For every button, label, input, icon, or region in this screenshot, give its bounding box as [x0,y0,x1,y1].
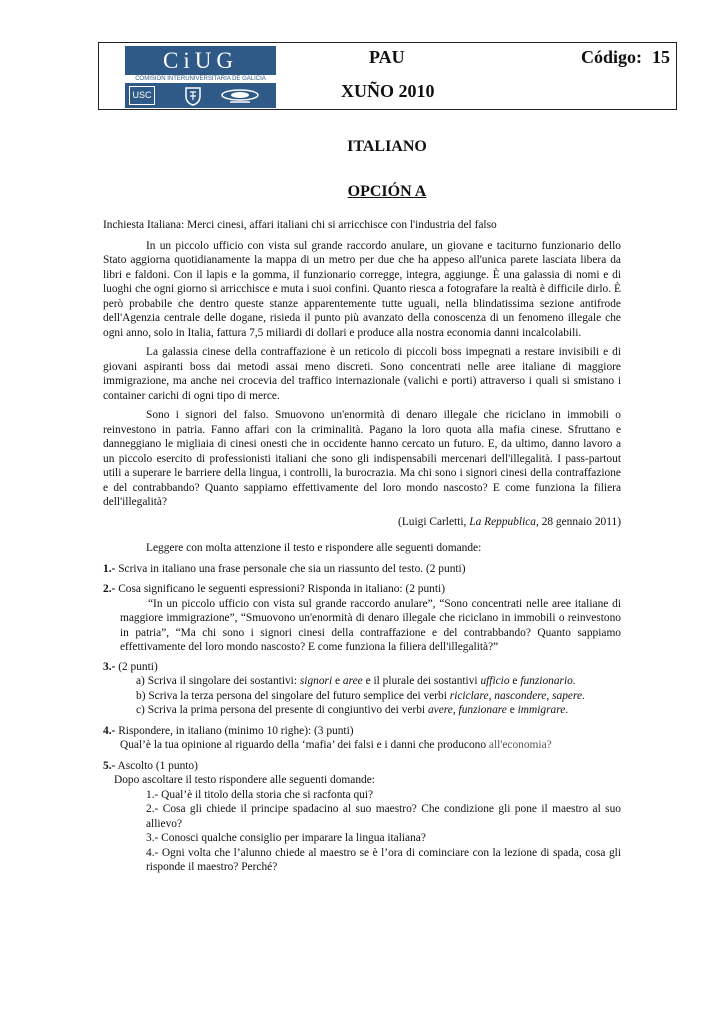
question-2-expressions: “In un piccolo ufficio con vista sul grande raccordo anulare”, “Sono concentrati nelle aree italiane di maggiore immigrazione”, “Smuovono un'enormità di denaro illegale che riciclano in immobili o reinvestono in patria”, “Ma chi sono i signori cinesi della contraffazione e del contrabbando? Quanto sappiamo effettivamente del loro mondo nascosto? E come funziona la filiera dell'illegalità?” [120,597,621,653]
code-label: Código: [580,47,642,67]
exam-content [103,218,621,875]
logo-subtitle: COMISIÓN INTERUNIVERSITARIA DE GALICIA [125,75,276,83]
article-title: Inchiesta Italiana: Merci cinesi, affari italiani chi si arricchisce con l'industria del falso [103,219,497,231]
question-5-item: 3.- Conosci qualche consiglio per imparare la lingua italiana? [146,832,426,844]
question-2: 2.- Cosa significano le seguenti espressioni? Risponda in italiano: (2 punti) [103,583,445,595]
question-5-item: 4.- Ogni volta che l’alunno chiede al maestro se è l’ora di cominciare con la lezione di spada, cosa gli risponde il maestro? Perché? [146,846,621,873]
udc-shield-icon [183,86,203,106]
subject-title: ITALIANO [347,138,427,155]
question-5-item: 1.- Qual’è il titolo della storia che si racfonta qui? [146,788,374,801]
question-3c: c) Scriva la prima persona del presente di congiuntivo dei verbi avere, funzionare e immigrare. [136,704,569,716]
exam-code [581,47,670,68]
question-1: 1.- Scriva in italiano una frase personale che sia un riassunto del testo. (2 punti) [103,562,466,575]
logo-title: CiUG [163,48,238,73]
question-5-item: 2.- Cosa gli chiede il principe spadacino al suo maestro? Che condizione gli pone il maestro al suo allievo? [146,803,621,830]
question-3b: b) Scriva la terza persona del singolare del futuro semplice dei verbi riciclare, nascondere, sapere. [136,689,585,702]
article-paragraph-1: In un piccolo ufficio con vista sul grande raccordo anulare, un giovane e taciturno funzionario dello Stato aggiorna quotidianamente la mappa di un metro per due che ha appeso all'unica parete lasciata libera da libri e faldoni. Con il lapis e la gomma, il funzionario corregge, integra, aggiunge. È una galassia di nomi e di luoghi che ogni giorno si arricchisce e muta i suoi confini. Quanto riesca a fotografare la realtà è difficile dirlo. È però probabile che dentro queste stanze apparentemente tutte uguali, nella blindatissima sezione antifrode dell'Agenzia centrale delle dogane, risieda il punto più avanzato della conoscenza di un fenomeno illegale che ogni anno, solo in Italia, fattura 7,5 miliardi di dollari e produce alla nostra economia danni incalcolabili. [103,239,621,339]
exam-session: XUÑO 2010 [341,81,435,101]
question-3: 3.- (2 punti) [103,660,158,673]
exam-header [98,42,677,110]
question-5: 5.- Ascolto (1 punto) [103,759,198,772]
citation-source: La Reppublica [469,515,536,528]
ciug-logo [125,46,276,108]
usc-logo: USC [129,86,155,105]
question-4-prompt: Qual’è la tua opinione al riguardo della ‘mafia’ dei falsi e i danni che producono all'economia? [120,739,552,751]
article-citation: (Luigi Carletti, La Reppublica, 28 gennaio 2011) [398,515,621,528]
question-4: 4.- Rispondere, in italiano (minimo 10 righe): (3 punti) [103,724,354,737]
article-paragraph-2: La galassia cinese della contraffazione è un reticolo di piccoli boss impegnati a restare invisibili e di giovani aspiranti boss dai metodi assai meno discreti. Sono concentrati nelle aree italiane di maggiore immigrazione, ma anche nei crocevia del traffico internazionale (valichi e porti) attraverso i quali si smistano i container carichi di ogni tipo di merce. [103,346,621,402]
code-value: 15 [652,47,670,67]
uvigo-emblem-icon [220,86,260,106]
question-5-intro: Dopo ascoltare il testo rispondere alle seguenti domande: [114,774,375,786]
question-3a: a) Scriva il singolare dei sostantivi: signori e aree e il plurale dei sostantivi ufficio e funzionario. [136,675,576,687]
exam-type: PAU [369,47,405,67]
option-title: OPCIÓN A [347,183,427,200]
article-paragraph-3: Sono i signori del falso. Smuovono un'enormità di denaro illegale che riciclano in immobili o reinvestono in patria. Fanno affari con la criminalità. Pagano la loro quota alla mafia cinese. Sfruttano e danneggiano le migliaia di cinesi onesti che in occidente hanno cercato un futuro. E, da ultimo, danno lavoro a un piccolo esercito di professionisti italiani che sono gli indispensabili mercenari dell'illegalità. I pass-partout utili a superare le barriere della lingua, i controlli, la burocrazia. Ma chi sono i signori cinesi della contraffazione e del contrabbando? Quanto sappiamo effettivamente del loro mondo nascosto? E come funziona la filiera dell'illegalità? [103,409,621,508]
instructions: Leggere con molta attenzione il testo e rispondere alle seguenti domande: [146,542,482,554]
